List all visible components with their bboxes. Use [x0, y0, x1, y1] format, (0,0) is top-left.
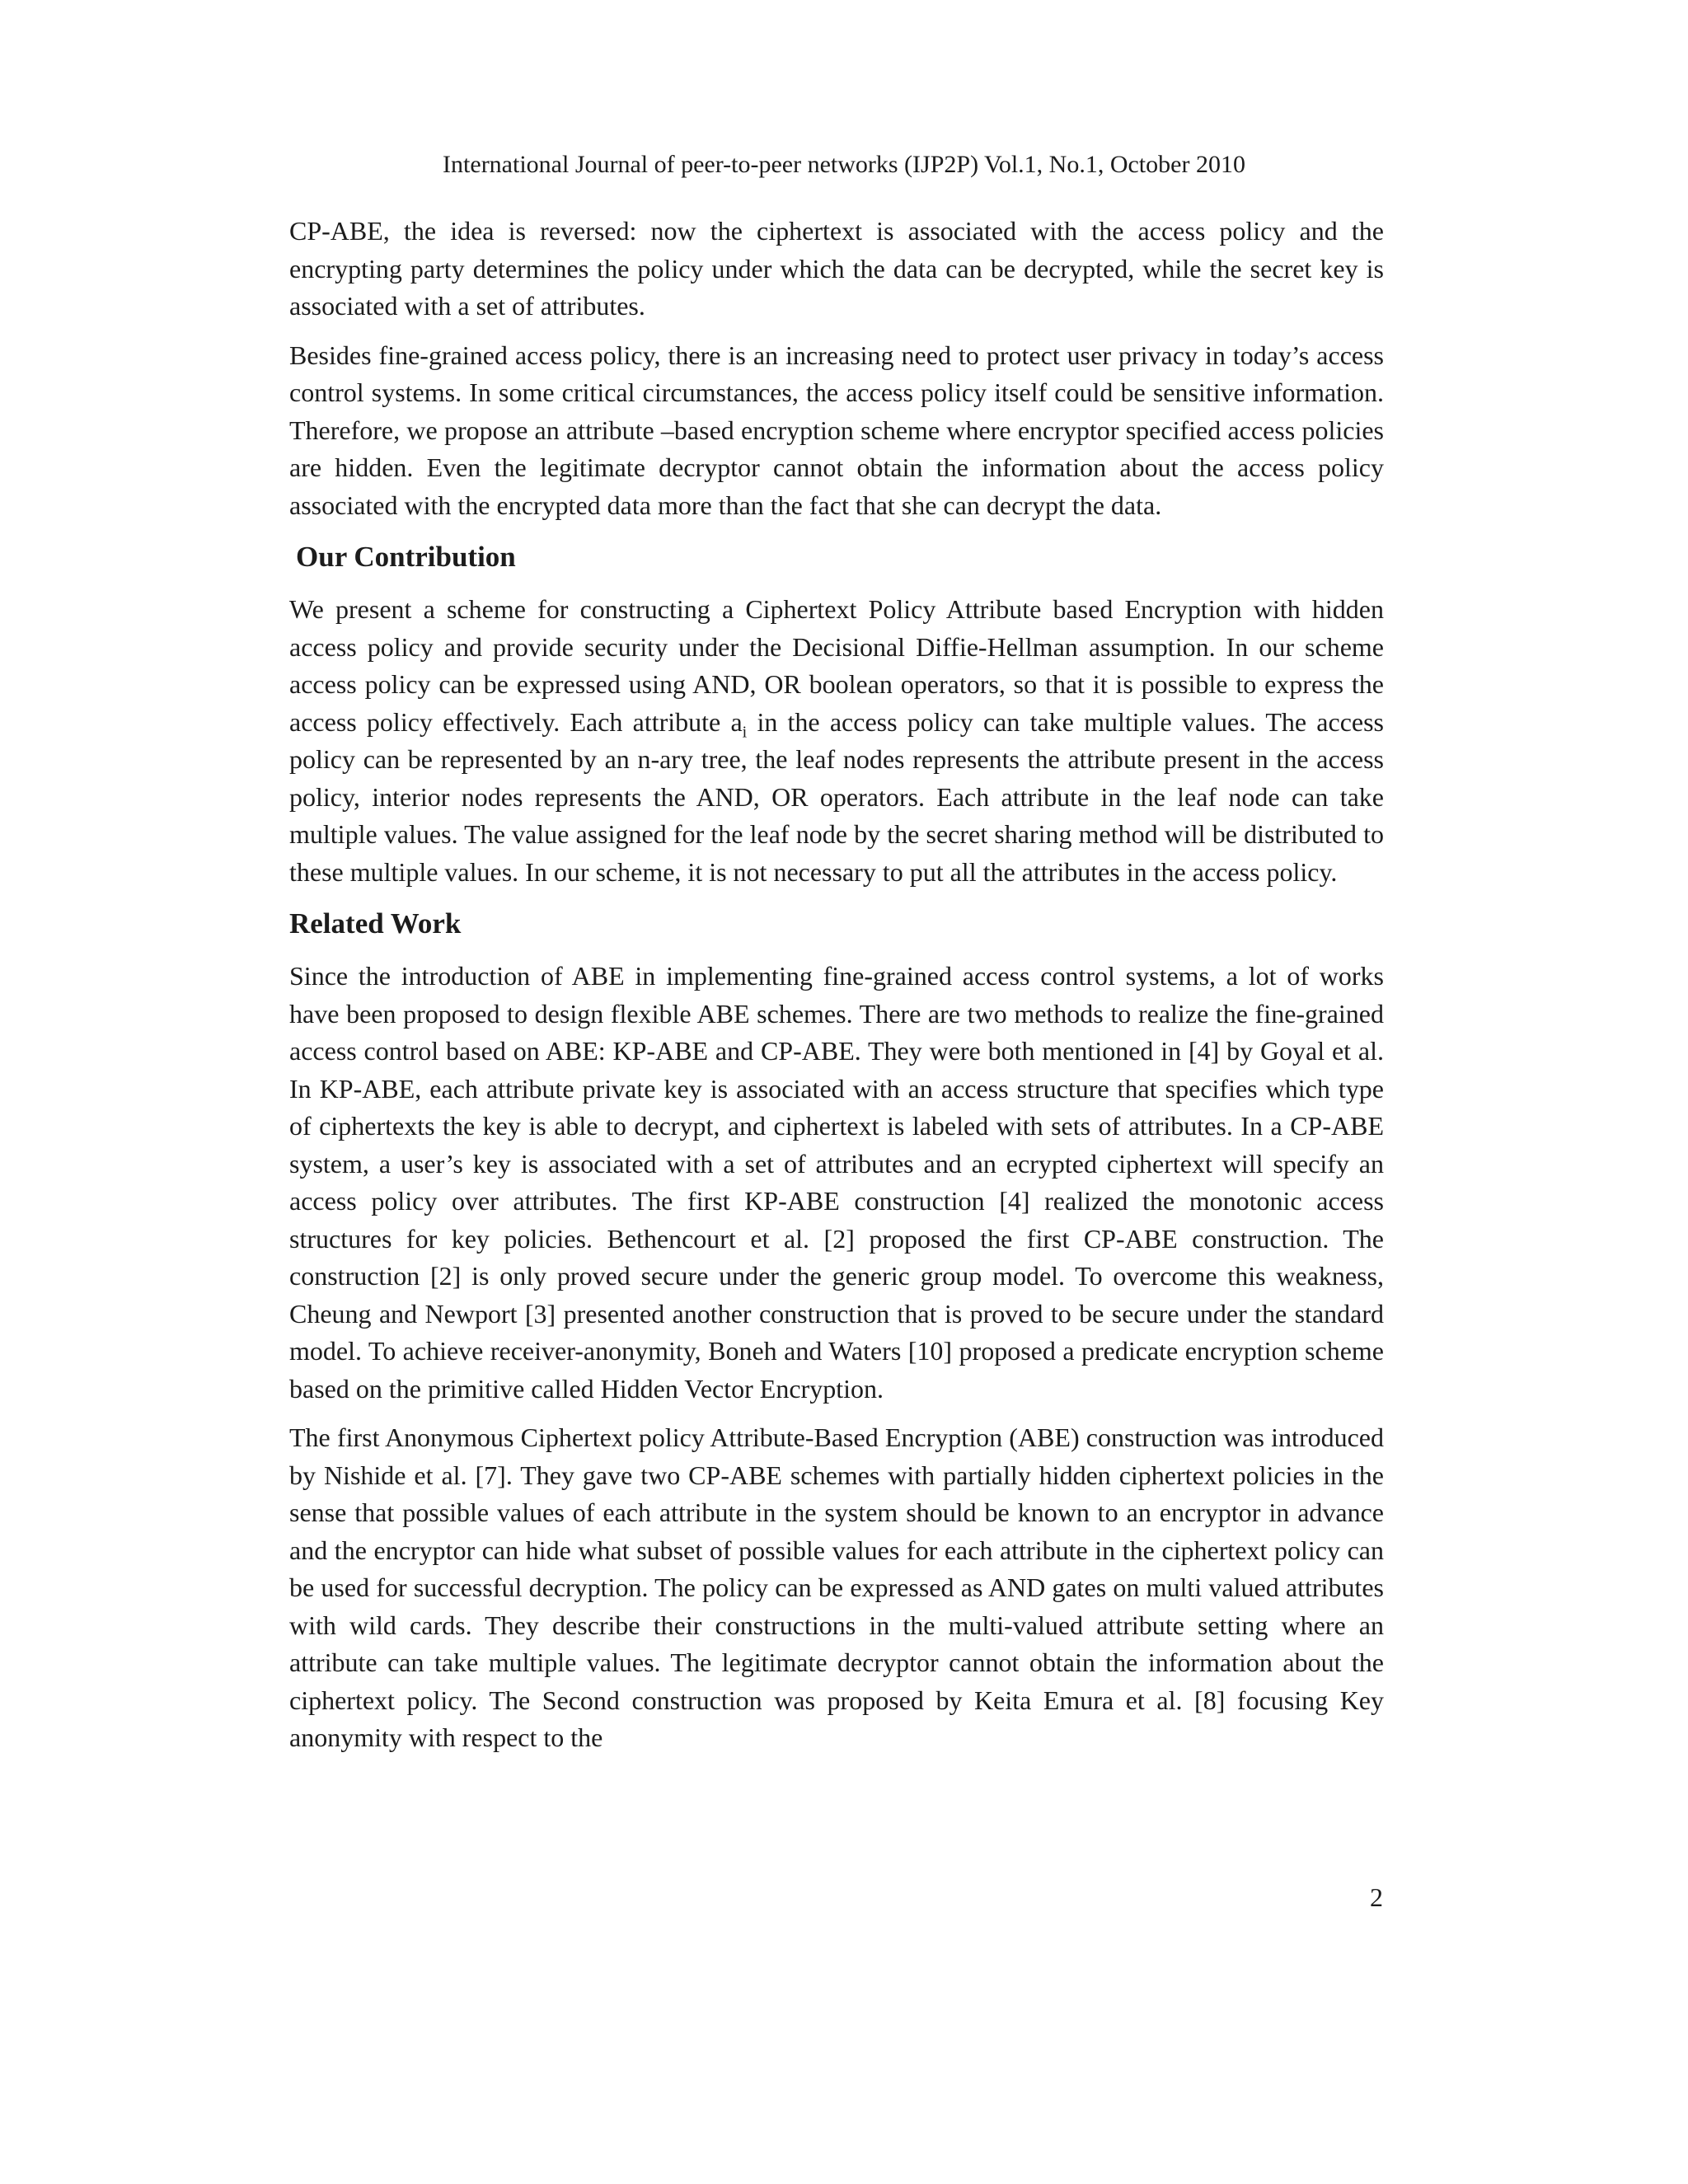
related-work-paragraph-1: Since the introduction of ABE in implementing fine-grained access control systems, a lot of works have been proposed to design flexible ABE schemes. There are two methods to realize the fine-grained access control based on ABE: KP-ABE and CP-ABE. They were both mentioned in [4] by Goyal et al. In KP-ABE, each attribute private key is associated with an access structure that specifies which type of ciphertexts the key is able to decrypt, and ciphertext is labeled with sets of attributes. In a CP-ABE system, a user’s key is associated with a set of attributes and an ecrypted ciphertext will specify an access policy over attributes. The first KP-ABE construction [4] realized the monotonic access structures for key policies. Bethencourt et al. [2] proposed the first CP-ABE construction. The construction [2] is only proved secure under the generic group model. To overcome this weakness, Cheung and Newport [3] presented another construction that is proved to be secure under the standard model. To achieve receiver-anonymity, Boneh and Waters [10] proposed a predicate encryption scheme based on the primitive called Hidden Vector Encryption.: [289, 961, 1384, 1404]
intro-paragraph-2: Besides fine-grained access policy, there is an increasing need to protect user privacy in today’s access control systems. In some critical circumstances, the access policy itself could be sensitive information. Therefore, we propose an attribute –based encryption scheme where encryptor specified access policies are hidden. Even the legitimate decryptor cannot obtain the information about the access policy associated with the encrypted data more than the fact that she can decrypt the data.: [289, 340, 1384, 520]
section-heading-related-work: Related Work: [289, 907, 462, 940]
running-header: International Journal of peer-to-peer networks (IJP2P) Vol.1, No.1, October 2010: [443, 151, 1245, 178]
contribution-text-end: in the access policy can take multiple values. The access policy can be represented by an n-ary tree, the leaf nodes represents the attribute present in the access policy, interior nodes represents the AND, OR operators. Each attribute in the leaf node can take multiple values. The value assigned for the leaf node by the secret sharing method will be distributed to these multiple values. In our scheme, it is not necessary to put all the attributes in the access policy.: [289, 706, 1385, 887]
attribute-symbol-subscript: i: [742, 722, 748, 741]
related-work-paragraph-2: The first Anonymous Ciphertext policy Attribute-Based Encryption (ABE) construction was introduced by Nishide et al. [7]. They gave two CP-ABE schemes with partially hidden ciphertext policies in the sense that possible values of each attribute in the system should be known to an encryptor in advance and the encryptor can hide what subset of possible values for each attribute in the ciphertext policy can be used for successful decryption. The policy can be expressed as AND gates on multi valued attributes with wild cards. They describe their constructions in the multi-valued attribute setting where an attribute can take multiple values. The legitimate decryptor cannot obtain the information about the ciphertext policy. The Second construction was proposed by Keita Emura et al. [8] focusing Key anonymity with respect to the: [289, 1422, 1384, 1752]
attribute-symbol-base: a: [730, 706, 743, 737]
section-heading-our-contribution: Our Contribution: [296, 541, 516, 573]
contribution-paragraph: [289, 591, 1384, 891]
intro-paragraph-1: CP-ABE, the idea is reversed: now the ciphertext is associated with the access policy and the encrypting party determines the policy under which the data can be decrypted, while the secret key is associated with a set of attributes.: [289, 216, 1384, 321]
page-number: 2: [1370, 1882, 1383, 1912]
attribute-symbol: [730, 706, 748, 741]
body-text-column: [289, 213, 1384, 1769]
contribution-text-start: We present a scheme for constructing a Ciphertext Policy Attribute based Encryption with hidden access policy and provide security under the Decisional Diffie-Hellman assumption. In our scheme access policy can be expressed using AND, OR boolean operators, so that it is possible to express the access policy effectively. Each attribute: [289, 594, 1384, 737]
